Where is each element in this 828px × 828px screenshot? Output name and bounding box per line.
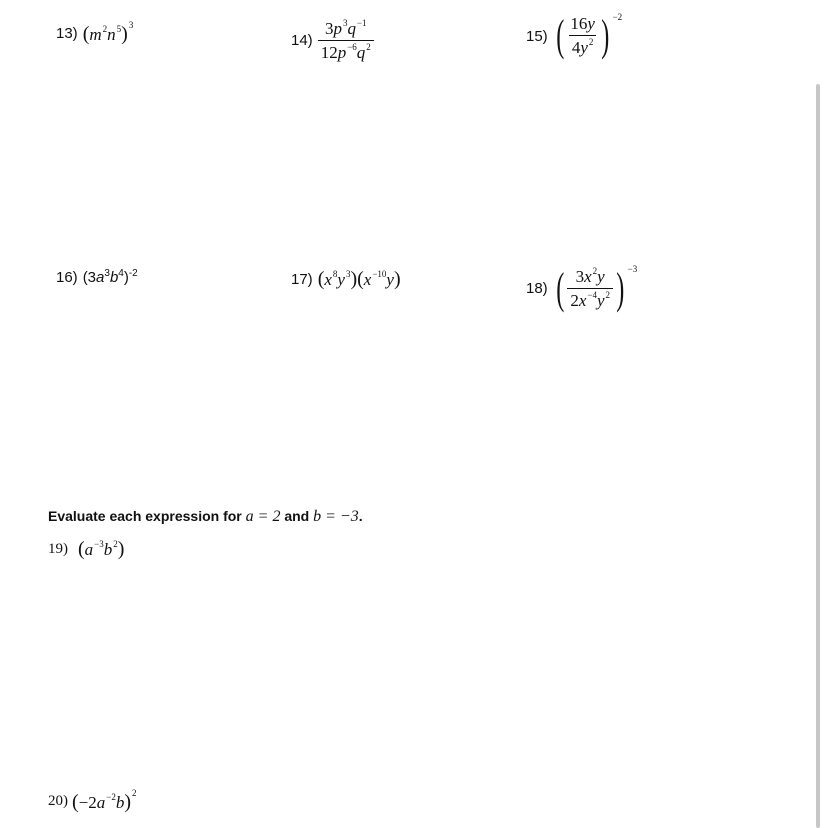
problem-13 [56, 20, 133, 46]
problem-expression: $(3a^3b^4)^{-2}$ [82, 268, 138, 286]
problem-number: 13) [56, 24, 78, 42]
vertical-scrollbar[interactable] [816, 84, 820, 828]
problem-14 [291, 18, 374, 63]
problem-number: 16) [56, 268, 78, 286]
problem-number: 15) [526, 27, 548, 45]
problem-20 [48, 788, 137, 814]
problem-number: 17) [291, 271, 313, 288]
problem-expression: $(x^8y^3)(x^{-10}y)$ [317, 268, 401, 290]
problem-number: 18) [526, 280, 548, 297]
problem-19 [48, 538, 124, 561]
problem-16 [56, 268, 138, 286]
problem-fraction: $\frac{3p^3q^{-1}}{12p^{-6}q^2}$ [318, 18, 374, 63]
problem-expression: $(-2a^{-2}b)^2$ [72, 788, 137, 813]
problem-number: 20) [48, 792, 68, 809]
problem-expression: ( $\frac{16y}{4y^2}$ ) −2 [555, 11, 623, 60]
problem-number: 14) [291, 32, 313, 49]
problem-18 [526, 263, 638, 313]
problem-expression: ( $\frac{3x^2y}{2x^{-4}y^2}$ ) −3 [555, 263, 638, 313]
problem-15 [526, 11, 623, 60]
section-heading: Evaluate each expression for a = 2 and b = −3. [48, 508, 363, 525]
problem-expression: $(m^2n^5)^3$ [82, 20, 134, 45]
problem-expression: $(a^{-3}b^2)$ [78, 538, 125, 560]
problem-17 [291, 268, 401, 291]
problem-number: 19) [48, 541, 68, 557]
